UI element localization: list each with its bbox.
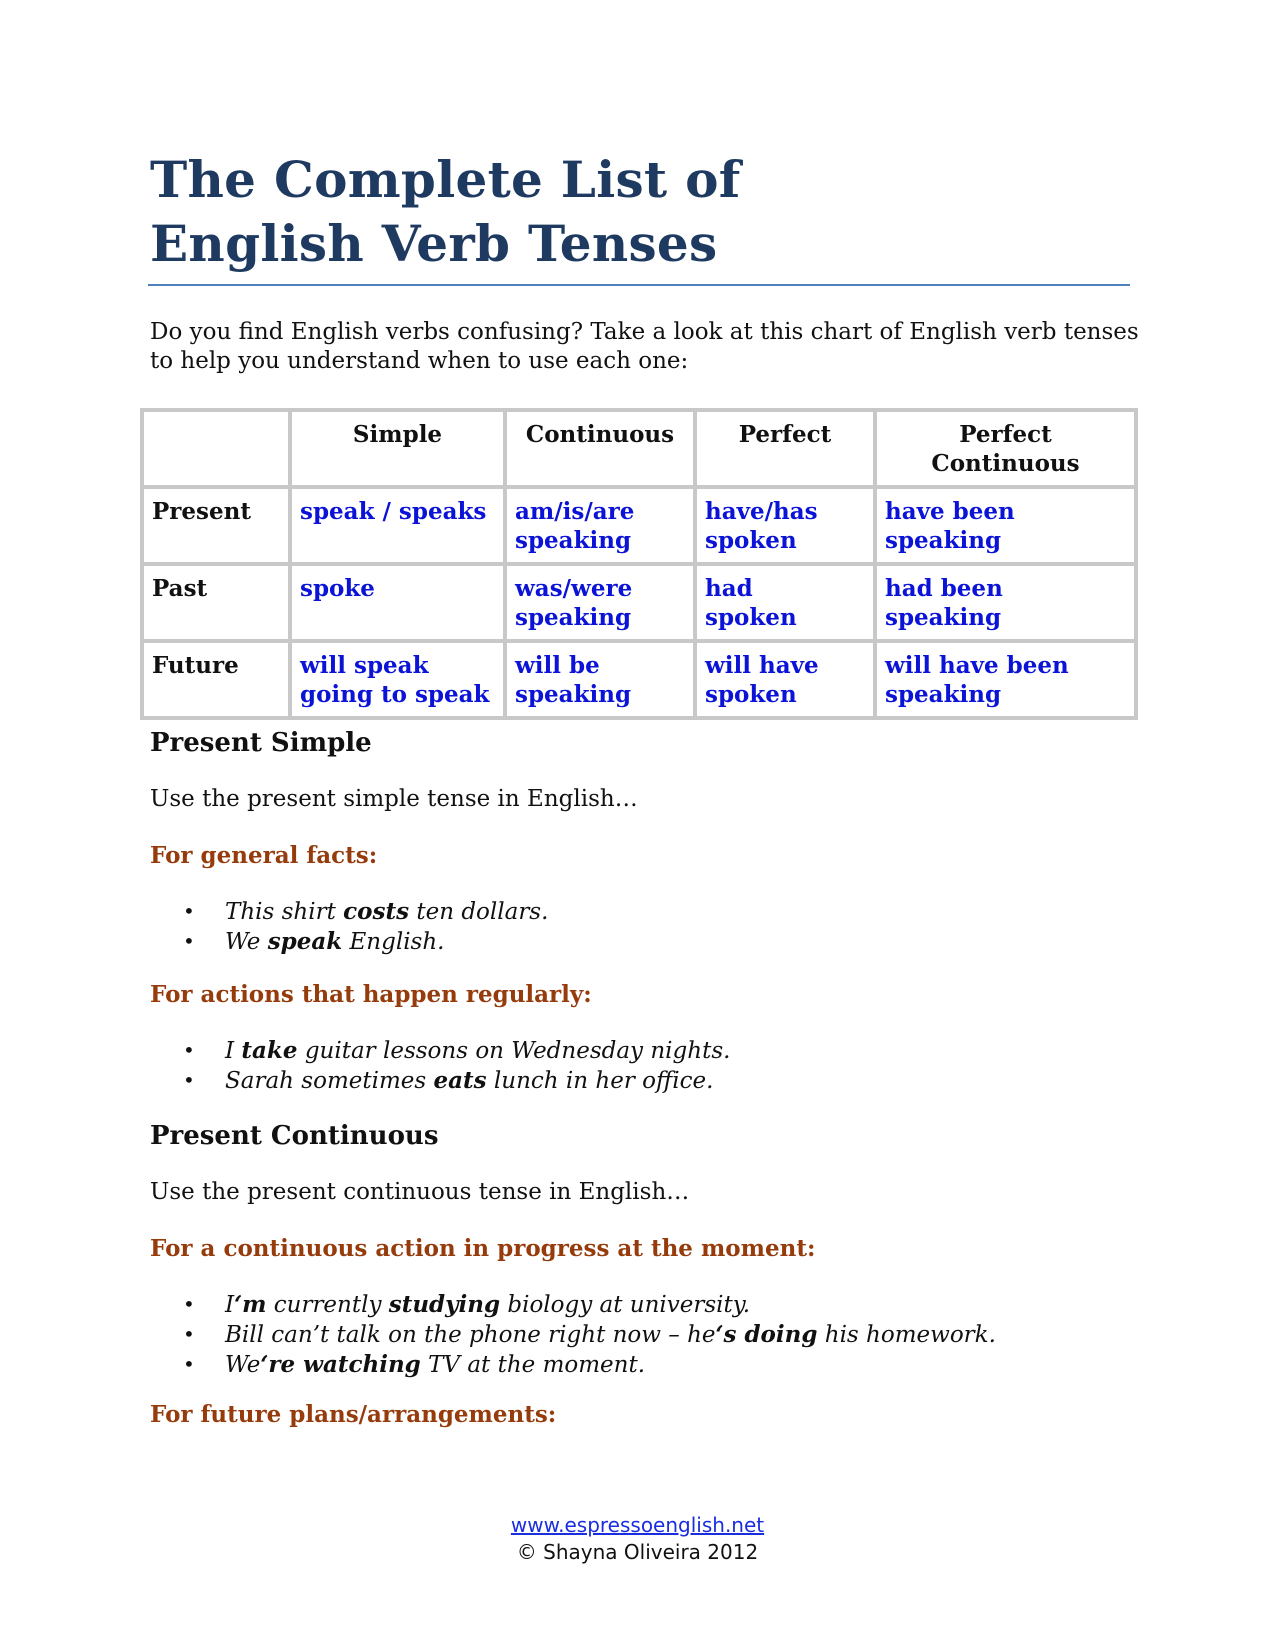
page-title <box>150 148 741 276</box>
example-text: biology at university. <box>500 1292 751 1318</box>
example-text: We <box>225 1352 261 1378</box>
table-cell: had been speaking <box>875 564 1136 641</box>
example-text: This shirt <box>225 899 344 925</box>
title-line-1: The Complete List of <box>150 150 741 209</box>
example-text: his homework. <box>817 1322 996 1348</box>
example-list <box>150 897 548 957</box>
verb-form-emphasis: ‘re watching <box>260 1351 421 1378</box>
example-text: lunch in her office. <box>486 1068 714 1094</box>
list-item <box>150 1290 996 1320</box>
example-list <box>150 1290 996 1380</box>
title-divider <box>148 284 1130 286</box>
section-intro: Use the present simple tense in English… <box>150 786 638 812</box>
example-text: TV at the moment. <box>420 1352 646 1378</box>
example-text: guitar lessons on Wednesday nights. <box>297 1038 731 1064</box>
list-item <box>150 1066 730 1096</box>
example-text: I <box>225 1292 235 1318</box>
table-cell: was/were speaking <box>505 564 695 641</box>
verb-form-emphasis: ‘s doing <box>715 1321 818 1348</box>
table-row-past <box>142 564 1136 641</box>
row-header-future: Future <box>142 641 290 718</box>
section-heading-present-continuous: Present Continuous <box>150 1121 439 1151</box>
title-line-2: English Verb Tenses <box>150 214 718 273</box>
row-header-past: Past <box>142 564 290 641</box>
table-cell: will speak going to speak <box>290 641 505 718</box>
column-header-perfect: Perfect <box>695 410 875 487</box>
table-cell: spoke <box>290 564 505 641</box>
table-corner-cell <box>142 410 290 487</box>
verb-form-emphasis: studying <box>388 1291 501 1318</box>
table-cell: am/is/are speaking <box>505 487 695 564</box>
copyright-notice: © Shayna Oliveira 2012 <box>516 1540 759 1564</box>
example-text: We <box>225 929 268 955</box>
section-intro: Use the present continuous tense in English… <box>150 1179 690 1205</box>
example-text: Sarah sometimes <box>225 1068 434 1094</box>
table-cell: will be speaking <box>505 641 695 718</box>
table-row-present <box>142 487 1136 564</box>
table-header-row <box>142 410 1136 487</box>
example-list <box>150 1036 730 1096</box>
page-footer <box>0 1512 1275 1566</box>
verb-form-emphasis: costs <box>343 898 410 925</box>
verb-form-emphasis: ‘m <box>234 1291 267 1318</box>
table-cell: have been speaking <box>875 487 1136 564</box>
usage-subheading: For future plans/arrangements: <box>150 1401 557 1428</box>
table-cell: had spoken <box>695 564 875 641</box>
usage-subheading: For general facts: <box>150 842 378 869</box>
usage-subheading: For a continuous action in progress at the moment: <box>150 1235 816 1262</box>
table-cell: have/has spoken <box>695 487 875 564</box>
section-heading-present-simple: Present Simple <box>150 728 372 758</box>
table-cell: will have spoken <box>695 641 875 718</box>
intro-paragraph: Do you find English verbs confusing? Take a look at this chart of English verb tenses to help you understand when to use each one: <box>150 319 1139 374</box>
list-item <box>150 897 548 927</box>
verb-form-emphasis: eats <box>433 1067 487 1094</box>
website-link[interactable]: www.espressoenglish.net <box>510 1513 765 1537</box>
example-text: English. <box>342 929 445 955</box>
row-header-present: Present <box>142 487 290 564</box>
column-header-perfect-continuous: Perfect Continuous <box>875 410 1136 487</box>
example-text: Bill can’t talk on the phone right now – he <box>225 1322 716 1348</box>
list-item <box>150 1320 996 1350</box>
verb-tenses-table <box>140 408 1138 720</box>
list-item <box>150 927 548 957</box>
table-row-future <box>142 641 1136 718</box>
list-item <box>150 1036 730 1066</box>
list-item <box>150 1350 996 1380</box>
example-text: I <box>225 1038 242 1064</box>
table-cell: speak / speaks <box>290 487 505 564</box>
column-header-continuous: Continuous <box>505 410 695 487</box>
verb-form-emphasis: take <box>241 1037 298 1064</box>
column-header-simple: Simple <box>290 410 505 487</box>
table-cell: will have been speaking <box>875 641 1136 718</box>
usage-subheading: For actions that happen regularly: <box>150 981 592 1008</box>
verb-form-emphasis: speak <box>267 928 343 955</box>
example-text: currently <box>266 1292 389 1318</box>
example-text: ten dollars. <box>409 899 549 925</box>
